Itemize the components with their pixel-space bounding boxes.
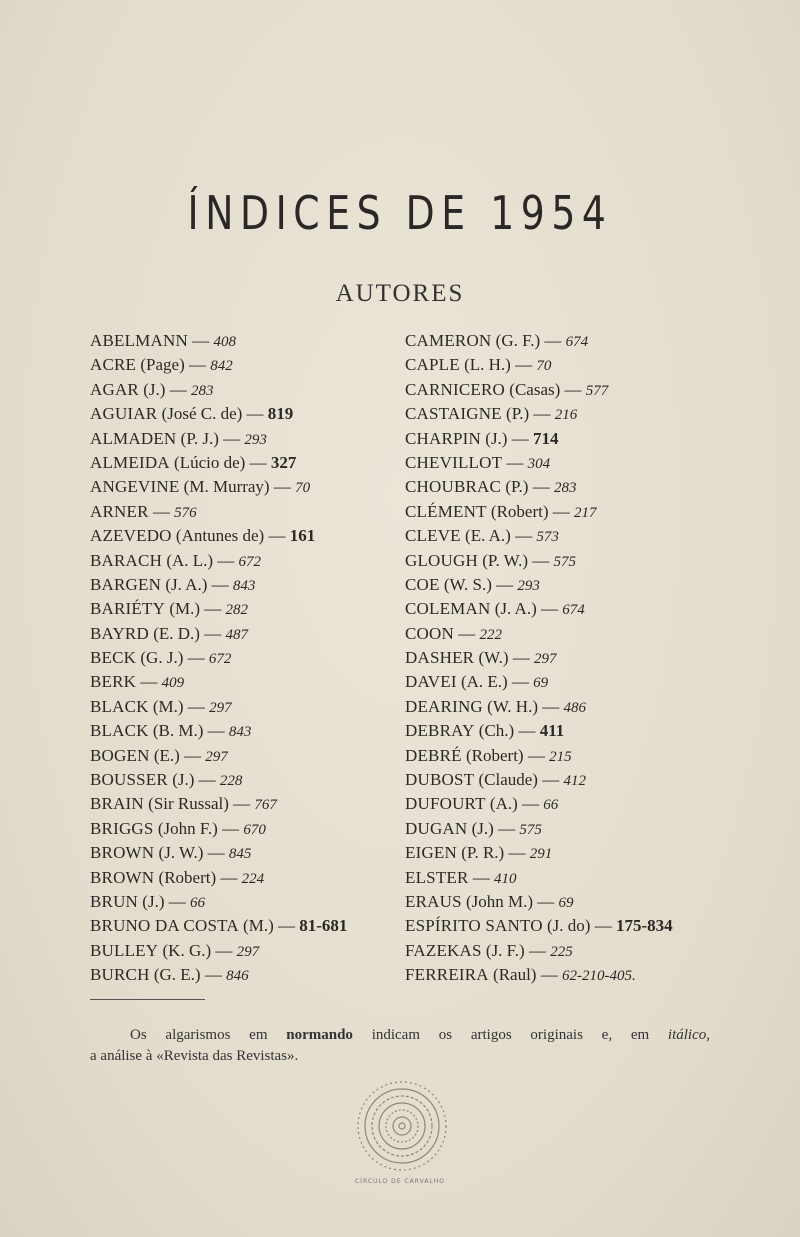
entry-dash: — (189, 355, 207, 375)
author-name: ALMEIDA (90, 452, 170, 472)
author-entry (90, 939, 410, 963)
author-entry (90, 792, 410, 816)
entry-dash: — (223, 428, 241, 448)
author-entry (405, 500, 735, 524)
author-initials: (K. G.) (162, 940, 212, 960)
author-name: COLEMAN (405, 599, 491, 619)
author-entry (405, 353, 735, 377)
entry-dash: — (472, 867, 490, 887)
author-name: ABELMANN (90, 331, 188, 350)
author-name: BLACK (90, 721, 149, 741)
entry-dash: — (542, 770, 560, 790)
author-name: ELSTER (405, 867, 469, 887)
page-numbers: 714 (532, 428, 559, 448)
author-entry (405, 427, 735, 451)
page-numbers: 293 (517, 577, 540, 594)
entry-dash: — (552, 501, 570, 521)
author-initials: (Robert) (158, 867, 217, 887)
author-entry (405, 670, 735, 694)
entry-dash: — (564, 379, 582, 399)
author-entry (90, 353, 410, 377)
author-initials: (Claude) (478, 770, 538, 790)
page-numbers: 66 (543, 797, 559, 814)
author-name: EIGEN (405, 843, 457, 863)
author-initials: (Raul) (493, 965, 537, 985)
entry-dash: — (204, 599, 222, 619)
author-entry (405, 524, 735, 548)
page-numbers: 819 (267, 404, 294, 424)
entry-dash: — (207, 721, 225, 741)
author-entry (90, 573, 410, 597)
entry-dash: — (249, 452, 267, 472)
author-initials: (Robert) (490, 501, 549, 521)
author-entry (405, 378, 735, 402)
author-name: BARIÉTY (90, 599, 166, 619)
author-name: BARACH (90, 550, 163, 570)
author-entry (90, 866, 410, 890)
author-initials: (M.) (169, 599, 201, 619)
author-initials: (J. A.) (165, 574, 208, 594)
entry-dash: — (207, 843, 225, 863)
page-numbers: 327 (270, 452, 297, 472)
concentric-circles-logo-icon (352, 1078, 452, 1188)
author-entry (90, 963, 410, 987)
entry-dash: — (187, 648, 205, 668)
page-numbers: 575 (553, 553, 577, 570)
author-entry (405, 914, 735, 938)
entry-dash: — (515, 355, 533, 375)
author-initials: (E. D.) (153, 623, 200, 643)
author-initials: (E. A.) (465, 526, 511, 546)
entry-dash: — (192, 331, 210, 350)
author-entry (405, 744, 735, 768)
author-name: BROWN (90, 843, 155, 863)
entry-dash: — (198, 770, 216, 790)
entry-dash: — (184, 745, 202, 765)
entry-dash: — (246, 404, 264, 424)
footnote-line-1 (90, 1025, 710, 1046)
author-name: BRAIN (90, 794, 144, 814)
author-entry (90, 744, 410, 768)
page-numbers: 843 (228, 724, 252, 741)
page-numbers: 672 (238, 553, 262, 570)
author-name: DAVEI (405, 672, 457, 692)
author-initials: (John F.) (157, 818, 218, 838)
author-entry (405, 475, 735, 499)
author-name: ACRE (90, 355, 137, 375)
page-numbers: 297 (205, 748, 228, 765)
author-name: AZEVEDO (90, 526, 172, 546)
page-numbers: 412 (563, 773, 586, 790)
author-entry (405, 939, 735, 963)
author-initials: (J. F.) (485, 940, 525, 960)
entry-dash: — (268, 526, 286, 546)
authors-column-right (405, 329, 735, 988)
author-entry (90, 841, 410, 865)
page-numbers: 846 (226, 968, 249, 985)
author-initials: (P. W.) (482, 550, 529, 570)
author-entry (90, 768, 410, 792)
author-initials: (J. W.) (158, 843, 204, 863)
author-entry (90, 475, 410, 499)
author-entry (405, 622, 735, 646)
entry-dash: — (544, 331, 562, 350)
author-name: BOGEN (90, 745, 150, 765)
entry-dash: — (512, 648, 530, 668)
author-name: DEBRAY (405, 721, 475, 741)
author-initials: (P.) (505, 477, 529, 497)
page-numbers: 222 (479, 626, 502, 643)
author-name: DEARING (405, 696, 483, 716)
author-name: BECK (90, 648, 137, 668)
author-name: CHARPIN (405, 428, 482, 448)
author-name: BLACK (90, 696, 149, 716)
author-name: CAMERON (405, 331, 492, 350)
author-entry (405, 963, 735, 987)
author-initials: (G. E.) (153, 965, 201, 985)
author-initials: (P. R.) (461, 843, 505, 863)
author-initials: (Ch.) (478, 721, 515, 741)
footnote-text: indicam os artigos originais e, em (352, 1027, 668, 1043)
author-initials: (Robert) (465, 745, 524, 765)
author-name: FAZEKAS (405, 940, 482, 960)
author-entry (90, 622, 410, 646)
author-name: ERAUS (405, 891, 462, 911)
author-initials: (John M.) (465, 891, 534, 911)
author-initials: (A. E.) (460, 672, 508, 692)
entry-dash: — (508, 843, 526, 863)
author-name: BRIGGS (90, 818, 154, 838)
page-numbers: 842 (210, 358, 233, 375)
author-name: BERK (90, 672, 137, 692)
footnote-line-2: a análise à «Revista das Revistas». (90, 1048, 299, 1064)
author-name: AGUIAR (90, 404, 158, 424)
page-numbers: 81-681 (299, 916, 348, 936)
footnote-text: Os algarismos em (130, 1027, 287, 1043)
author-entry (90, 378, 410, 402)
page-numbers: 66 (190, 894, 205, 911)
entry-dash: — (204, 965, 222, 985)
page-numbers: 576 (174, 504, 197, 521)
entry-dash: — (211, 574, 229, 594)
logo-caption: CÍRCULO DE CARVALHO (354, 1178, 446, 1185)
author-name: ARNER (90, 501, 149, 521)
entry-dash: — (169, 379, 187, 399)
footnote-italic-word: itálico, (667, 1027, 710, 1043)
author-name: ALMADEN (90, 428, 177, 448)
author-name: DUFOURT (405, 794, 486, 814)
entry-dash: — (187, 696, 205, 716)
author-entry (90, 500, 410, 524)
footnote-bold-word: normando (286, 1027, 353, 1043)
page-numbers: 297 (534, 651, 557, 668)
entry-dash: — (233, 794, 251, 814)
author-entry (90, 646, 410, 670)
page-numbers: 674 (565, 334, 589, 350)
page-numbers: 573 (536, 529, 559, 546)
entry-dash: — (511, 672, 529, 692)
author-entry (405, 768, 735, 792)
author-initials: (J. do) (546, 916, 591, 936)
page-numbers: 297 (236, 943, 260, 960)
page-numbers: 69 (533, 675, 549, 692)
author-entry (405, 451, 735, 475)
author-entry (90, 890, 410, 914)
author-entry (405, 597, 735, 621)
entry-dash: — (168, 891, 186, 911)
author-entry (405, 890, 735, 914)
entry-dash: — (532, 477, 550, 497)
author-name: BOUSSER (90, 770, 168, 790)
page-numbers: 283 (190, 382, 214, 399)
entry-dash: — (518, 721, 536, 741)
author-initials: (L. H.) (464, 355, 511, 375)
author-initials: (E.) (153, 745, 180, 765)
page-numbers: 486 (563, 699, 586, 716)
entry-dash: — (220, 867, 238, 887)
page-numbers: 297 (209, 699, 232, 716)
author-name: CARNICERO (405, 379, 506, 399)
author-initials: (J.) (143, 379, 166, 399)
author-entry (405, 719, 735, 743)
entry-dash: — (215, 940, 233, 960)
page-numbers: 411 (539, 721, 565, 741)
entry-dash: — (496, 574, 514, 594)
author-name: BRUNO DA COSTA (90, 916, 239, 936)
page-numbers: 304 (527, 455, 551, 472)
author-initials: (José C. de) (161, 404, 243, 424)
page-numbers: 410 (494, 870, 517, 887)
author-initials: (M.) (152, 696, 184, 716)
page-numbers: 175-834 (615, 916, 673, 936)
author-entry (405, 402, 735, 426)
page-numbers: 409 (161, 675, 185, 692)
page-numbers: 767 (254, 797, 277, 814)
footnote-divider (90, 999, 205, 1000)
author-name: CASTAIGNE (405, 404, 502, 424)
author-initials: (G. J.) (140, 648, 184, 668)
author-entry (90, 719, 410, 743)
author-name: DUBOST (405, 770, 475, 790)
author-name: CHEVILLOT (405, 452, 503, 472)
entry-dash: — (498, 818, 516, 838)
author-entry (405, 329, 735, 353)
entry-dash: — (522, 794, 540, 814)
page-numbers: 69 (558, 894, 574, 911)
author-initials: (J.) (142, 891, 165, 911)
author-entry (90, 549, 410, 573)
entry-dash: — (511, 428, 529, 448)
page-numbers: 487 (225, 626, 248, 643)
page-numbers: 283 (553, 480, 577, 497)
author-initials: (J. A.) (494, 599, 537, 619)
author-entry (90, 914, 410, 938)
entry-dash: — (222, 818, 240, 838)
author-name: BULLEY (90, 940, 159, 960)
author-name: BURCH (90, 965, 150, 985)
author-initials: (W.) (478, 648, 509, 668)
page-numbers: 228 (219, 773, 243, 790)
page-numbers: 843 (232, 577, 256, 594)
page-numbers: 215 (549, 748, 572, 765)
author-entry (405, 549, 735, 573)
author-name: BARGEN (90, 574, 162, 594)
author-initials: (B. M.) (152, 721, 204, 741)
entry-dash: — (542, 696, 560, 716)
page-numbers: 216 (554, 407, 578, 424)
author-entry (405, 695, 735, 719)
author-initials: (J.) (172, 770, 195, 790)
author-initials: (W. H.) (487, 696, 538, 716)
author-initials: (Casas) (509, 379, 561, 399)
author-initials: (A. L.) (166, 550, 214, 570)
author-name: DUGAN (405, 818, 468, 838)
page-numbers: 293 (244, 431, 267, 448)
page-numbers: 575 (519, 821, 542, 838)
page-numbers: 670 (243, 821, 266, 838)
author-initials: (W. S.) (443, 574, 492, 594)
page-numbers: 70 (295, 480, 311, 497)
author-entry (90, 402, 410, 426)
entry-dash: — (528, 940, 546, 960)
entry-dash: — (140, 672, 158, 692)
page-numbers: 672 (208, 651, 232, 668)
section-subtitle: AUTORES (335, 280, 465, 307)
author-entry (90, 695, 410, 719)
page-numbers: 674 (562, 602, 585, 619)
page-numbers: 577 (585, 382, 609, 399)
page-numbers: 70 (536, 358, 552, 375)
entry-dash: — (532, 550, 550, 570)
entry-dash: — (458, 623, 476, 643)
author-name: ANGEVINE (90, 477, 180, 497)
page-title: ÍNDICES DE 1954 (187, 186, 613, 240)
author-name: BROWN (90, 867, 155, 887)
author-entry (405, 573, 735, 597)
page-numbers: 408 (213, 334, 236, 350)
entry-dash: — (533, 404, 551, 424)
entry-dash: — (527, 745, 545, 765)
author-initials: (Sir Russal) (148, 794, 229, 814)
author-name: ESPÍRITO SANTO (405, 916, 543, 936)
author-initials: (Lúcio de) (174, 452, 246, 472)
author-entry (405, 866, 735, 890)
entry-dash: — (506, 452, 524, 472)
entry-dash: — (594, 916, 612, 936)
author-name: DEBRÉ (405, 745, 462, 765)
author-initials: (J.) (485, 428, 508, 448)
author-initials: (J.) (471, 818, 494, 838)
entry-dash: — (537, 891, 555, 911)
author-name: CAPLE (405, 355, 460, 375)
page-numbers: 161 (289, 526, 316, 546)
page-numbers: 224 (241, 870, 265, 887)
page-numbers: 291 (529, 846, 553, 863)
author-name: BAYRD (90, 623, 149, 643)
page-numbers: 62-210-405. (561, 968, 636, 985)
author-entry (90, 451, 410, 475)
author-name: FERREIRA (405, 965, 489, 985)
entry-dash: — (541, 599, 558, 619)
author-initials: (G. F.) (495, 331, 541, 350)
author-name: COE (405, 574, 440, 594)
author-initials: (P.) (506, 404, 530, 424)
entry-dash: — (217, 550, 235, 570)
author-name: BRUN (90, 891, 139, 911)
author-initials: (P. J.) (180, 428, 219, 448)
author-name: CHOUBRAC (405, 477, 502, 497)
page-numbers: 217 (574, 504, 597, 521)
author-initials: (A.) (489, 794, 518, 814)
author-name: DASHER (405, 648, 475, 668)
author-initials: (M. Murray) (183, 477, 270, 497)
entry-dash: — (152, 501, 170, 521)
author-entry (90, 427, 410, 451)
author-name: CLÉMENT (405, 501, 487, 521)
author-entry (405, 792, 735, 816)
entry-dash: — (278, 916, 295, 936)
entry-dash: — (273, 477, 291, 497)
author-entry (405, 817, 735, 841)
author-name: COON (405, 623, 454, 643)
page-numbers: 282 (225, 602, 249, 619)
author-entry (90, 329, 410, 353)
author-initials: (Page) (140, 355, 185, 375)
author-initials: (M.) (243, 916, 274, 936)
footnote (90, 1025, 710, 1067)
author-entry (90, 817, 410, 841)
authors-column-left (90, 329, 410, 988)
author-entry (405, 646, 735, 670)
author-entry (405, 841, 735, 865)
author-entry (90, 597, 410, 621)
author-name: AGAR (90, 379, 139, 399)
entry-dash: — (515, 526, 533, 546)
author-entry (90, 670, 410, 694)
page-numbers: 845 (228, 846, 252, 863)
author-name: CLEVE (405, 526, 461, 546)
entry-dash: — (204, 623, 222, 643)
page-numbers: 225 (550, 943, 573, 960)
author-entry (90, 524, 410, 548)
author-name: GLOUGH (405, 550, 478, 570)
entry-dash: — (540, 965, 558, 985)
author-initials: (Antunes de) (175, 526, 265, 546)
